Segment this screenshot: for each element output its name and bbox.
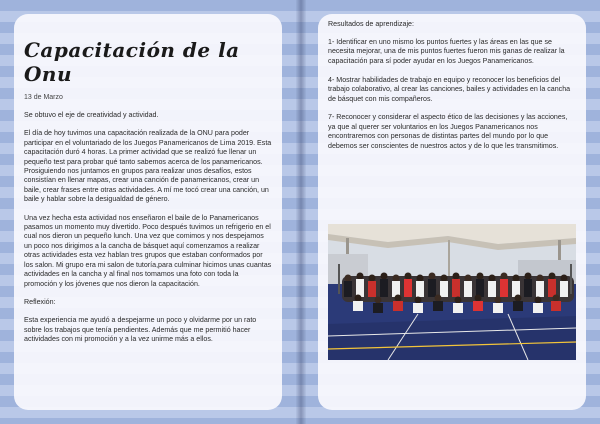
intro-text: Se obtuvo el eje de creatividad y actividad.	[24, 111, 159, 119]
group-photo	[328, 224, 576, 360]
outcome-1: 1- Identificar en uno mismo los puntos fuertes y las áreas en las que se necesita mejorar, una de mis puntos fuertes fueron mis ganas de realizar la capacitación para sí poder ayudar en los Juegos Panamericanos.	[328, 38, 565, 65]
left-page	[14, 14, 282, 410]
page-title: Capacitación de la Onu	[24, 38, 240, 86]
book-spine	[296, 0, 306, 424]
outcome-4: 4- Mostrar habilidades de trabajo en equipo y reconocer los beneficios del trabajo colaborativo, al crear las canciones, bailes y actividades en la cancha de básquet con mis compañeros.	[328, 75, 571, 103]
right-page	[318, 14, 586, 410]
paragraph-training: El día de hoy tuvimos una capacitación realizada de la ONU para poder participar en el voluntariado de los Juegos Panamericanos de Lima 2019. Esta capacitación duró 4 horas. La primer actividad que se realizó fue llenar un pequeño test para probar qué tanto sabemos acerca de los panamericanos. Prosiguiendo nos juntamos en grupos para realizar unos desafíos, estos consistían en llenar mapas, crear una canción de panamericanos, crear un baile, crear frases entre otras actividades. A mí me tocó crear una canción, un baile y hablar sobre la desigualdad de género.	[24, 129, 272, 204]
group-photo-image	[328, 224, 576, 360]
paragraph-activities: Una vez hecha esta actividad nos enseñaron el baile de lo Panamericanos pasamos un momento muy divertido. Poco después tuvimos un refrigerio en el cual nos dieron un pequeño lunch. Una vez que comimos y nos despejamos un poco nos dirigimos a la cancha de básquet aquí comenzamos a realizar otras actividades esta vez hablan tres grupos que estaban conformados por los salon. Mi grupo era mi salon de tutoría,para culminar hicimos unas cuantas actividades en la cancha y al final nos tomamos una foto con toda la promoción y los jóvenes que nos dieron la capacitación.	[24, 213, 272, 288]
outcome-7: 7- Reconocer y considerar el aspecto ético de las decisiones y las acciones, ya que al querer ser voluntarios en los Juegos Panamericanos nos encontraremos con personas de distintas partes del mundo por lo que debemos ser conscientes de nuestros actos y de lo que les transmitimos.	[328, 113, 568, 150]
entry-date: 13 de Marzo	[24, 94, 63, 101]
outcomes-heading: Resultados de aprendizaje:	[328, 20, 414, 28]
reflection-text: Esta experiencia me ayudó a despejarme un poco y olvidarme por un rato sobre los trabajos que tenía pendientes. Además que me permitió hacer actividades con mi promoción y a la vez unirme más a ellos.	[24, 316, 257, 344]
reflection-label: Reflexión:	[24, 297, 56, 306]
